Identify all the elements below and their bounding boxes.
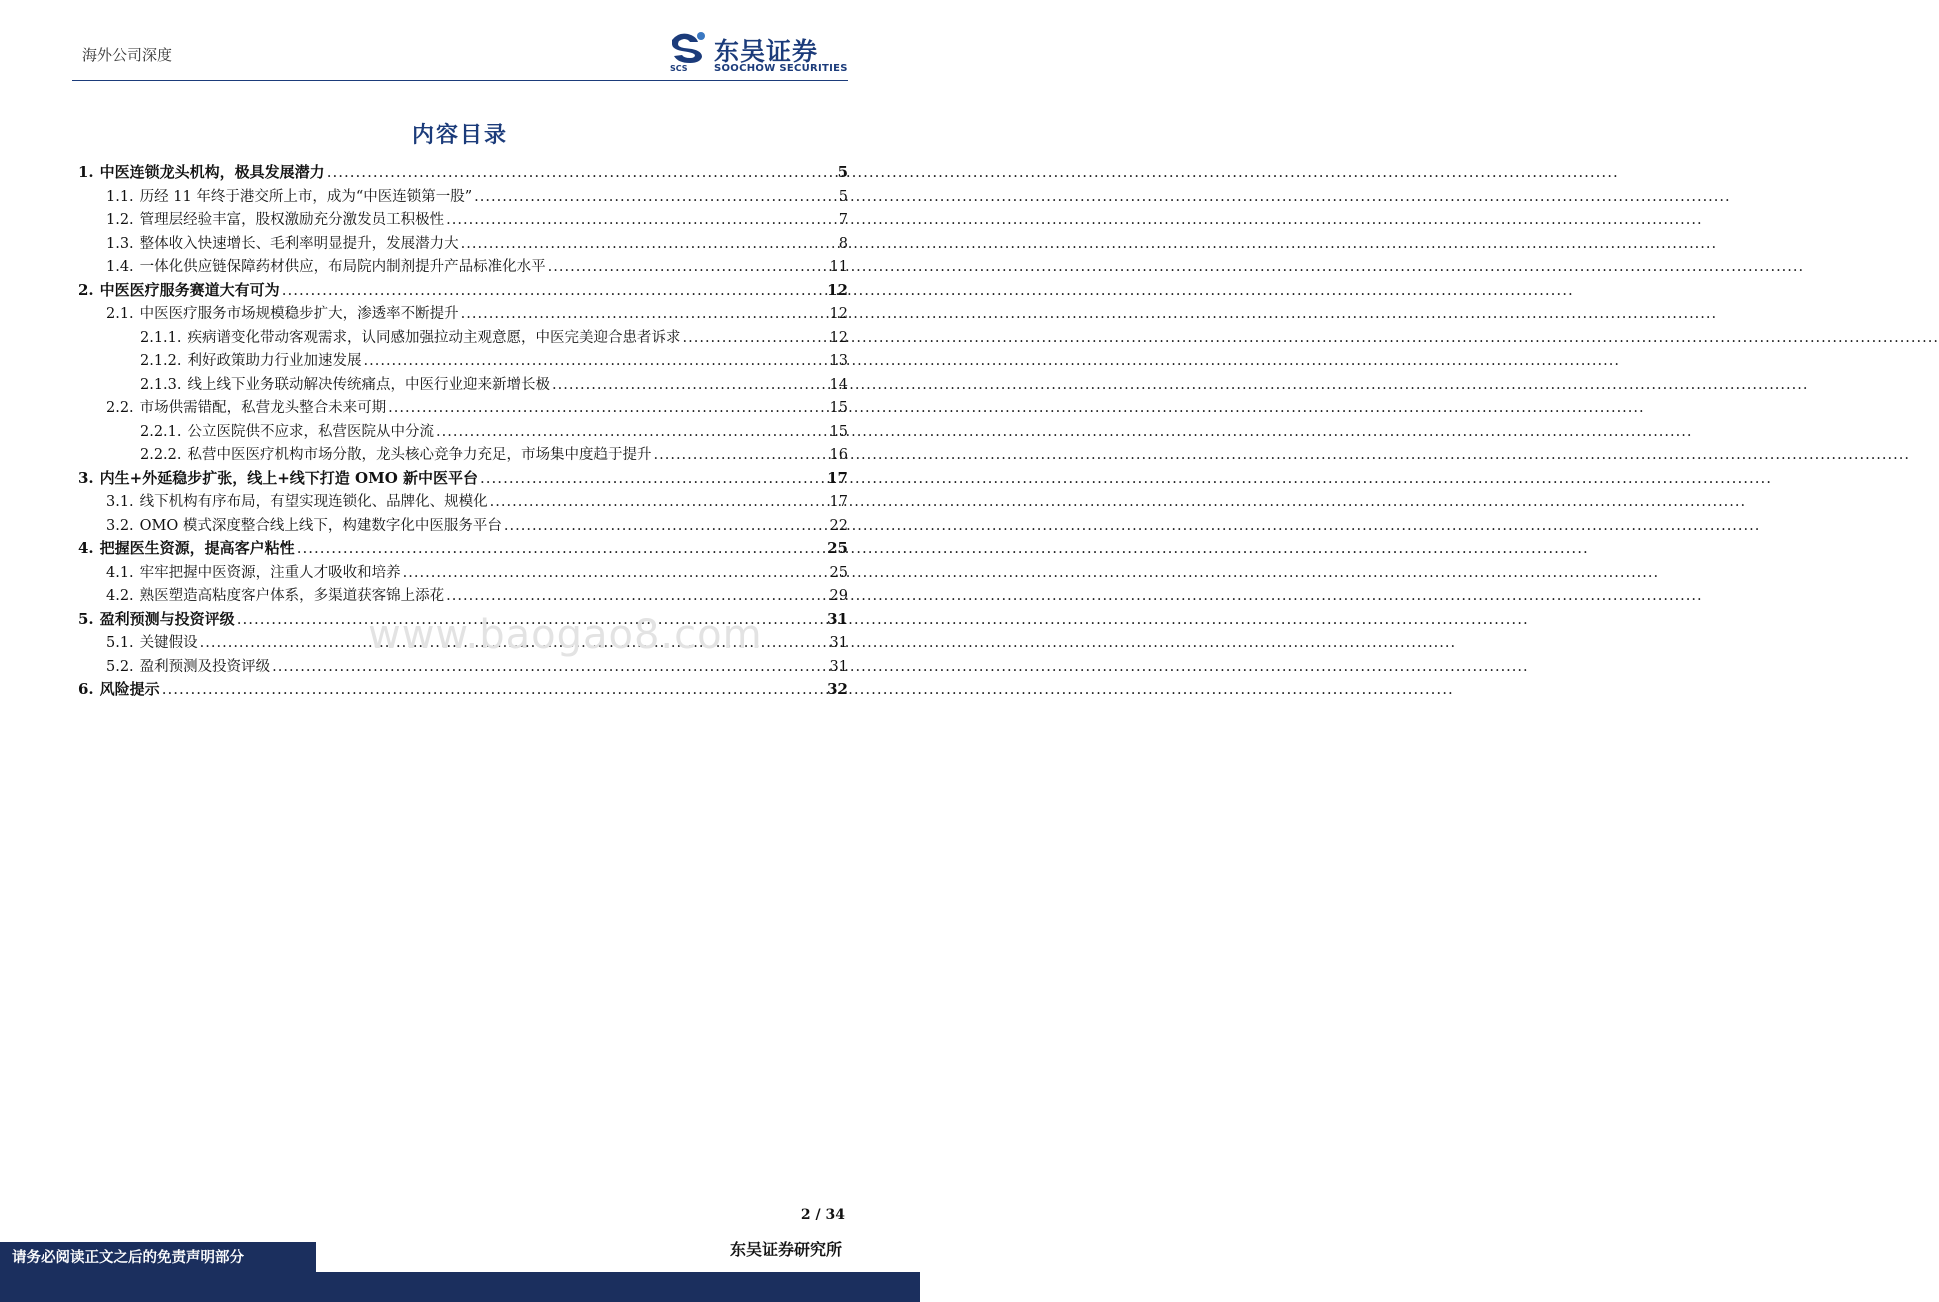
toc-entry-title: 公立医院供不应求，私营医院从中分流 [187, 423, 435, 440]
toc-entry-page: 29 [829, 588, 848, 604]
toc-entry-number: 2.2.1. [140, 423, 182, 440]
toc-entry-number: 3. [78, 468, 94, 487]
toc-leader-dots [282, 281, 825, 299]
toc-entry[interactable] [106, 302, 848, 324]
toc-entry-page: 11 [829, 259, 848, 275]
toc-entry[interactable] [78, 537, 848, 559]
toc-entry-title: 中医连锁龙头机构，极具发展潜力 [99, 163, 325, 181]
toc-leader-dots [327, 163, 836, 181]
header-section-label: 海外公司深度 [82, 46, 173, 64]
toc-entry-number: 5.2. [106, 658, 134, 675]
toc-entry-number: 1.4. [106, 259, 134, 275]
toc-leader-dots [403, 565, 828, 581]
toc-entry-page: 8 [838, 235, 848, 252]
toc-entry-page: 25 [829, 564, 848, 581]
toc-entry[interactable] [78, 279, 848, 301]
toc-entry[interactable] [78, 467, 848, 489]
toc-entry-title: 中医医疗服务赛道大有可为 [99, 280, 280, 299]
toc-entry-number: 1.1. [106, 188, 134, 205]
toc-entry-page: 31 [827, 609, 848, 628]
toc-entry-page: 17 [827, 468, 848, 487]
toc-leader-dots [552, 377, 828, 393]
toc-entry-page: 32 [827, 680, 848, 698]
toc-leader-dots [654, 447, 828, 463]
toc-entry-page: 14 [829, 376, 848, 393]
toc-entry-title: 管理层经验丰富，股权激励充分激发员工积极性 [139, 212, 445, 228]
toc-entry-number: 2.1.3. [140, 376, 182, 393]
toc-entry-title: 利好政策助力行业加速发展 [187, 353, 362, 369]
toc-entry-number: 1. [78, 163, 94, 181]
toc-entry-title: 把握医生资源，提高客户粘性 [99, 539, 295, 557]
toc-entry[interactable] [106, 396, 848, 418]
toc-entry-page: 5 [838, 188, 848, 205]
toc-entry[interactable] [140, 326, 848, 348]
toc-entry-number: 2.1. [106, 306, 134, 322]
toc-entry-title: 内生+外延稳步扩张，线上+线下打造 OMO 新中医平台 [99, 468, 478, 487]
toc-leader-dots [474, 189, 837, 205]
toc-entry-page: 25 [827, 539, 848, 557]
toc-entry-title: 线上线下业务联动解决传统痛点，中医行业迎来新增长极 [187, 376, 551, 393]
toc-leader-dots [504, 518, 828, 534]
toc-entry-number: 4.2. [106, 588, 134, 604]
toc-leader-dots [297, 539, 825, 557]
toc-entry-number: 1.3. [106, 235, 134, 252]
toc-entry-page: 15 [829, 423, 848, 440]
toc-entry[interactable] [106, 490, 848, 512]
toc-entry-title: 线下机构有序布局，有望实现连锁化、品牌化、规模化 [139, 494, 488, 510]
footer-disclaimer: 请务必阅读正文之后的免责声明部分 [0, 1242, 316, 1274]
toc-entry-title: 盈利预测及投资评级 [139, 658, 271, 675]
toc-entry-page: 22 [829, 517, 848, 534]
toc-entry-number: 4. [78, 539, 94, 557]
toc-entry[interactable] [78, 161, 848, 183]
toc-entry-page: 17 [829, 494, 848, 510]
toc-entry-title: 整体收入快速增长、毛利率明显提升，发展潜力大 [139, 235, 459, 252]
toc-leader-dots [683, 330, 828, 346]
logo-mark-icon [668, 30, 708, 64]
toc-entry-number: 6. [78, 680, 94, 698]
toc-entry[interactable] [78, 678, 848, 700]
toc-entry-page: 12 [829, 329, 848, 346]
company-logo [668, 30, 858, 76]
toc-entry[interactable] [140, 443, 848, 465]
toc-entry-number: 2.2. [106, 400, 134, 416]
toc-entry[interactable] [106, 561, 848, 583]
toc-leader-dots [364, 353, 828, 369]
toc-entry-number: 2.2.2. [140, 447, 182, 463]
toc-entry-number: 2.1.1. [140, 329, 182, 346]
toc-leader-dots [490, 494, 828, 510]
toc-entry[interactable] [106, 185, 848, 207]
toc-entry[interactable] [140, 349, 848, 371]
toc-entry-title: 一体化供应链保障药材供应，布局院内制剂提升产品标准化水平 [139, 259, 546, 275]
toc-entry[interactable] [106, 255, 848, 277]
toc-entry-page: 16 [829, 447, 848, 463]
toc-entry-title: 盈利预测与投资评级 [99, 609, 235, 628]
footer-bar [0, 1272, 920, 1302]
logo-english-name: SOOCHOW SECURITIES [714, 63, 848, 74]
toc-entry-title: 历经 11 年终于港交所上市，成为“中医连锁第一股” [139, 188, 473, 205]
toc-entry-title: 中医医疗服务市场规模稳步扩大，渗透率不断提升 [139, 306, 459, 322]
toc-entry-number: 1.2. [106, 212, 134, 228]
toc-leader-dots [272, 659, 827, 675]
toc-leader-dots [446, 588, 827, 604]
toc-entry[interactable] [106, 232, 848, 254]
toc-entry-page: 12 [829, 306, 848, 322]
toc-leader-dots [480, 469, 825, 487]
logo-chinese-name: 东吴证券 [714, 37, 819, 66]
toc-entry-number: 3.1. [106, 494, 134, 510]
toc-entry-title: OMO 模式深度整合线上线下，构建数字化中医服务平台 [139, 517, 502, 534]
toc-entry-number: 5. [78, 609, 94, 628]
toc-entry-number: 4.1. [106, 564, 134, 581]
toc-entry[interactable] [140, 420, 848, 442]
toc-leader-dots [461, 236, 837, 252]
toc-entry[interactable] [106, 208, 848, 230]
logo-abbreviation: SCS [670, 64, 688, 73]
toc-entry-page: 31 [829, 658, 848, 675]
toc-entry-title: 疾病谱变化带动客观需求，认同感加强拉动主观意愿，中医完美迎合患者诉求 [187, 329, 681, 346]
watermark: www.baogao8.com [368, 612, 763, 658]
footer-organization: 东吴证券研究所 [729, 1240, 842, 1259]
toc-title: 内容目录 [411, 122, 508, 148]
toc-leader-dots [162, 680, 825, 698]
toc-leader-dots [446, 212, 837, 228]
toc-entry-page: 15 [829, 400, 848, 416]
toc-entry-page: 12 [827, 280, 848, 299]
toc-entry-page: 5 [837, 163, 848, 181]
toc-entry-number: 5.1. [106, 635, 134, 651]
toc-entry-title: 风险提示 [99, 680, 160, 698]
toc-entry-title: 熟医塑造高粘度客户体系，多渠道获客锦上添花 [139, 588, 445, 604]
toc-entry-number: 2.1.2. [140, 353, 182, 369]
toc-leader-dots [461, 306, 828, 322]
toc-leader-dots [388, 400, 827, 416]
toc-entry-title: 私营中医医疗机构市场分散，龙头核心竞争力充足，市场集中度趋于提升 [187, 447, 652, 463]
toc-leader-dots [548, 259, 828, 275]
toc-entry-page: 31 [829, 635, 848, 651]
toc-entry-number: 3.2. [106, 517, 134, 534]
toc-leader-dots [436, 424, 828, 440]
toc-entry-page: 13 [829, 353, 848, 369]
header-divider [72, 80, 848, 81]
toc-entry[interactable] [106, 584, 848, 606]
toc-entry-number: 2. [78, 280, 94, 299]
page-number: 2 / 34 [800, 1207, 845, 1223]
toc-entry-title: 关键假设 [139, 635, 198, 651]
toc-entry[interactable] [140, 373, 848, 395]
toc-entry[interactable] [106, 514, 848, 536]
toc-entry-title: 市场供需错配，私营龙头整合未来可期 [139, 400, 387, 416]
toc-entry-page: 7 [838, 212, 848, 228]
toc-entry-title: 牢牢把握中医资源，注重人才吸收和培养 [139, 564, 401, 581]
